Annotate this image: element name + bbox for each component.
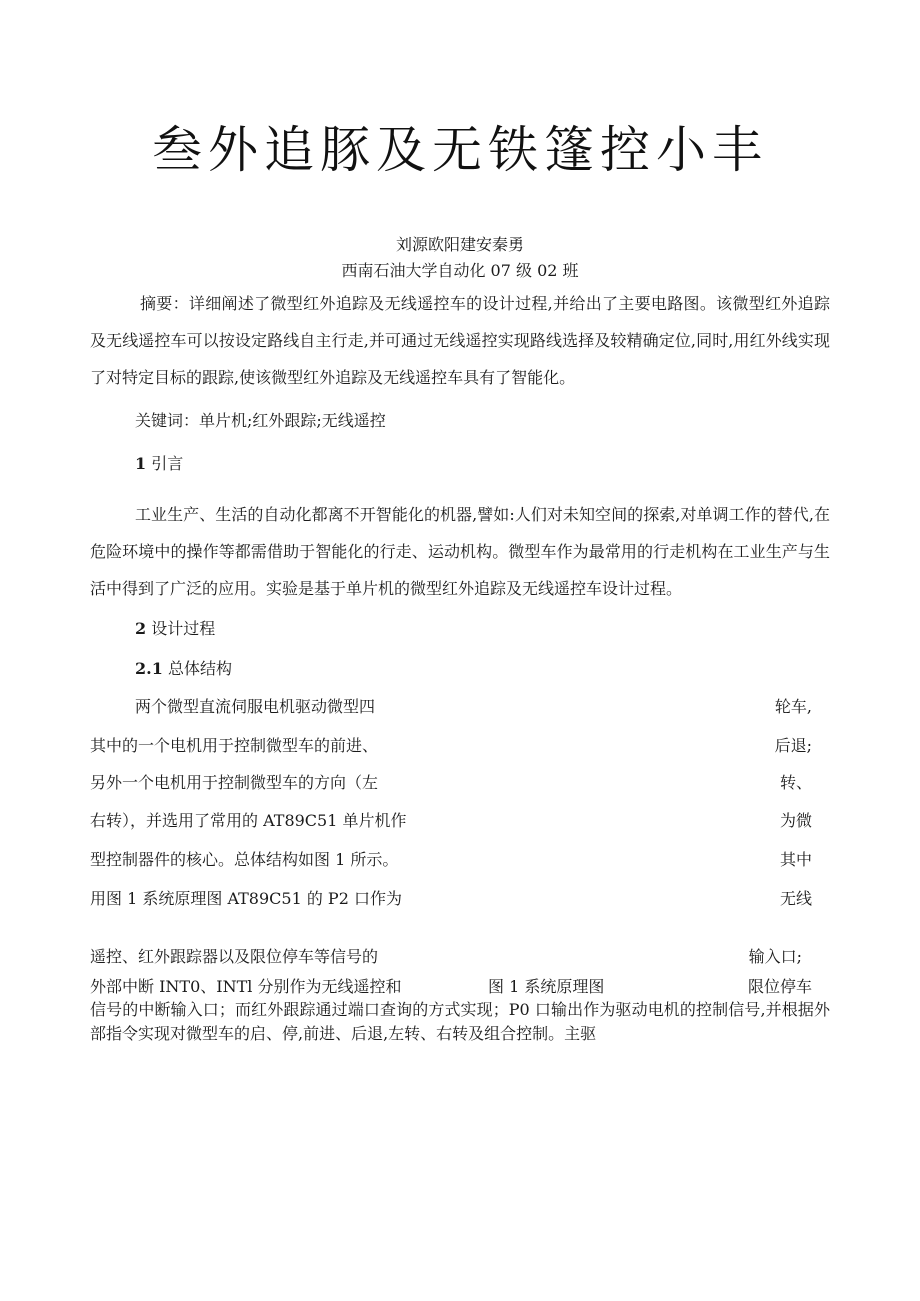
section-2-number: 2 xyxy=(135,619,147,638)
section-2-heading xyxy=(135,616,215,639)
row-right-text: 后退; xyxy=(774,736,812,755)
row-left-text: 外部中断 INT0、INTl 分别作为无线遥控和 xyxy=(90,977,402,996)
row-right-text: 输入口; xyxy=(748,947,802,966)
abstract: 摘要：详细阐述了微型红外追踪及无线遥控车的设计过程,并给出了主要电路图。该微型红外追踪及无线遥控车可以按设定路线自主行走,并可通过无线遥控实现路线选择及较精确定位,同时,用红外线实现了对特定目标的跟踪,使该微型红外追踪及无线遥控车具有了智能化。 xyxy=(90,294,830,387)
section-2-1-title: 总体结构 xyxy=(167,659,232,678)
section-2-1-number: 2.1 xyxy=(135,659,163,678)
authors: 刘源欧阳建安秦勇 xyxy=(395,235,524,254)
section-1-title: 引言 xyxy=(151,454,184,473)
row-right-text: 轮车, xyxy=(774,697,812,716)
section-1-number: 1 xyxy=(135,454,147,473)
row-right-text: 为微 xyxy=(779,811,812,830)
document-title: 叁外追豚及无铁篷控小丰 xyxy=(152,121,768,179)
section-2-1-heading xyxy=(135,656,232,679)
section-1-heading xyxy=(135,451,183,474)
affiliation: 西南石油大学自动化 07 级 02 班 xyxy=(341,261,579,280)
introduction-paragraph: 工业生产、生活的自动化都离不开智能化的机器,譬如:人们对未知空间的探索,对单调工作的替代,在危险环境中的操作等都需借助于智能化的行走、运动机构。微型车作为最常用的行走机构在工业生产与生活中得到了广泛的应用。实验是基于单片机的微型红外追踪及无线遥控车设计过程。 xyxy=(90,505,830,598)
row-left-text: 型控制器件的核心。总体结构如图 1 所示。 xyxy=(90,850,399,869)
row-left-text: 其中的一个电机用于控制微型车的前进、 xyxy=(90,736,379,755)
row-left-text: 两个微型直流伺服电机驱动微型四 xyxy=(135,697,376,716)
row-left-text: 用图 1 系统原理图 AT89C51 的 P2 口作为 xyxy=(90,889,402,908)
row-left-text: 另外一个电机用于控制微型车的方向（左 xyxy=(90,773,379,792)
row-right-text: 无线 xyxy=(779,889,812,908)
row-right-text: 限位停车 xyxy=(747,977,812,996)
figure-1-caption: 图 1 系统原理图 xyxy=(488,977,605,996)
section-2-title: 设计过程 xyxy=(151,619,216,638)
closing-paragraph: 信号的中断输入口；而红外跟踪通过端口查询的方式实现；P0 口输出作为驱动电机的控制信号,并根据外部指令实现对微型车的启、停,前进、后退,左转、右转及组合控制。主驱 xyxy=(90,1000,830,1043)
row-left-text: 遥控、红外跟踪器以及限位停车等信号的 xyxy=(90,947,379,966)
keywords: 关键词：单片机;红外跟踪;无线遥控 xyxy=(135,411,386,430)
row-right-text: 转、 xyxy=(779,773,812,792)
row-right-text: 其中 xyxy=(779,850,812,869)
row-left-text: 右转），并选用了常用的 AT89C51 单片机作 xyxy=(90,811,407,830)
